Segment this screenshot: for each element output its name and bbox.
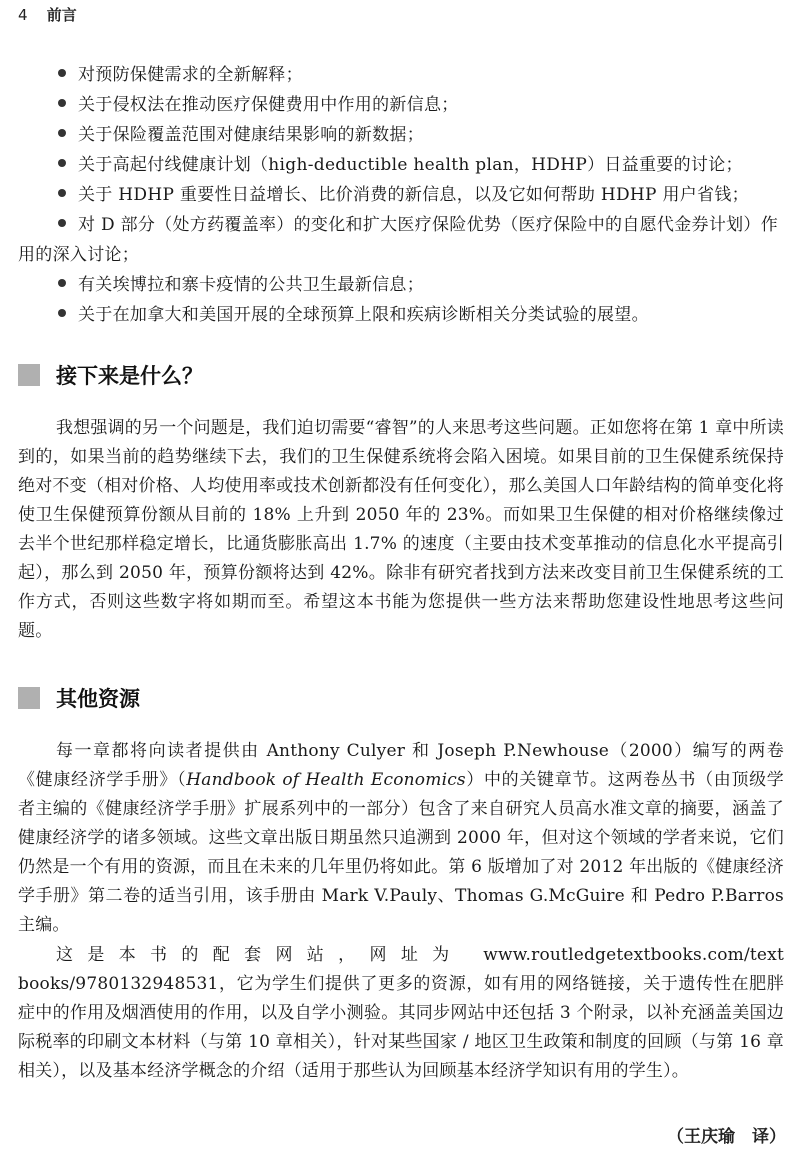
book-title-italic: Handbook of Health Economics <box>186 770 466 790</box>
bullet-item: 关于侵权法在推动医疗保健费用中作用的新信息； <box>18 90 784 120</box>
bullet-item: 关于 HDHP 重要性日益增长、比价消费的新信息，以及它如何帮助 HDHP 用户省钱； <box>18 180 784 210</box>
section-title: 接下来是什么？ <box>56 364 203 388</box>
body-paragraph: 这是本书的配套网站，网址为 www.routledgetextbooks.com/text books/9780132948531，它为学生们提供了更多的资源，如有用的网络链接，关于遗传性在肥胖症中的作用及烟酒使用的作用，以及自学小测验。其同步网站中还包括 3 个附录，以补充涵盖美国边际税率的印刷文本材料（与第 10 章相关），针对某些国家 / 地区卫生政策和制度的回顾（与第 16 章相关），以及基本经济学概念的介绍（适用于那些认为回顾基本经济学知识有用的学生）。 <box>18 945 784 1081</box>
section-heading-other-resources <box>18 683 140 713</box>
bullet-dot-icon <box>58 159 66 167</box>
bullet-dot-icon <box>58 219 66 227</box>
bullet-item: 对预防保健需求的全新解释； <box>18 60 784 90</box>
section-heading-whats-next <box>18 360 203 390</box>
bullet-item: 关于在加拿大和美国开展的全球预算上限和疾病诊断相关分类试验的展望。 <box>18 300 784 330</box>
bullet-item: 对 D 部分（处方药覆盖率）的变化和扩大医疗保险优势（医疗保险中的自愿代金券计划）作用的深入讨论； <box>18 215 779 265</box>
page-header <box>18 4 77 25</box>
heading-square-icon <box>18 364 40 386</box>
bullet-item: 关于保险覆盖范围对健康结果影响的新数据； <box>18 120 784 150</box>
page-number: 4 <box>18 6 28 24</box>
running-title: 前言 <box>46 6 77 24</box>
bullet-dot-icon <box>58 69 66 77</box>
heading-square-icon <box>18 687 40 709</box>
bullet-dot-icon <box>58 99 66 107</box>
bullet-item: 有关埃博拉和寨卡疫情的公共卫生最新信息； <box>18 270 784 300</box>
bullet-list <box>18 60 784 330</box>
bullet-dot-icon <box>58 129 66 137</box>
body-paragraph: 我想强调的另一个问题是，我们迫切需要“睿智”的人来思考这些问题。正如您将在第 1 章中所读到的，如果当前的趋势继续下去，我们的卫生保健系统将会陷入困境。如果目前的卫生保健系统保持绝对不变（相对价格、人均使用率或技术创新都没有任何变化），那么美国人口年龄结构的简单变化将使卫生保健预算份额从目前的 18% 上升到 2050 年的 23%。而如果卫生保健的相对价格继续像过去半个世纪那样稳定增长，比通货膨胀高出 1.7% 的速度（主要由技术变革推动的信息化水平提高引起），那么到 2050 年，预算份额将达到 42%。除非有研究者找到方法来改变目前卫生保健系统的工作方式，否则这些数字将如期而至。希望这本书能为您提供一些方法来帮助您建设性地思考这些问题。 <box>18 418 785 641</box>
section-title: 其他资源 <box>56 687 140 711</box>
bullet-dot-icon <box>58 309 66 317</box>
bullet-dot-icon <box>58 189 66 197</box>
bullet-dot-icon <box>58 279 66 287</box>
bullet-item: 关于高起付线健康计划（high-deductible health plan，HDHP）日益重要的讨论； <box>18 150 784 180</box>
body-paragraph: 每一章都将向读者提供由 Anthony Culyer 和 Joseph P.Newhouse（2000）编写的两卷《健康经济学手册》（Handbook of Health Economics）中的关键章节。这两卷丛书（由顶级学者主编的《健康经济学手册》扩展系列中的一部分）包含了来自研究人员高水准文章的摘要，涵盖了健康经济学的诸多领域。这些文章出版日期虽然只追溯到 2000 年，但对这个领域的学者来说，它们仍然是一个有用的资源，而且在未来的几年里仍将如此。第 6 版增加了对 2012 年出版的《健康经济学手册》第二卷的适当引用，该手册由 Mark V.Pauly、Thomas G.McGuire 和 Pedro P.Barros 主编。 <box>18 741 784 935</box>
translator-credit: （王庆瑜 译） <box>667 1127 786 1147</box>
